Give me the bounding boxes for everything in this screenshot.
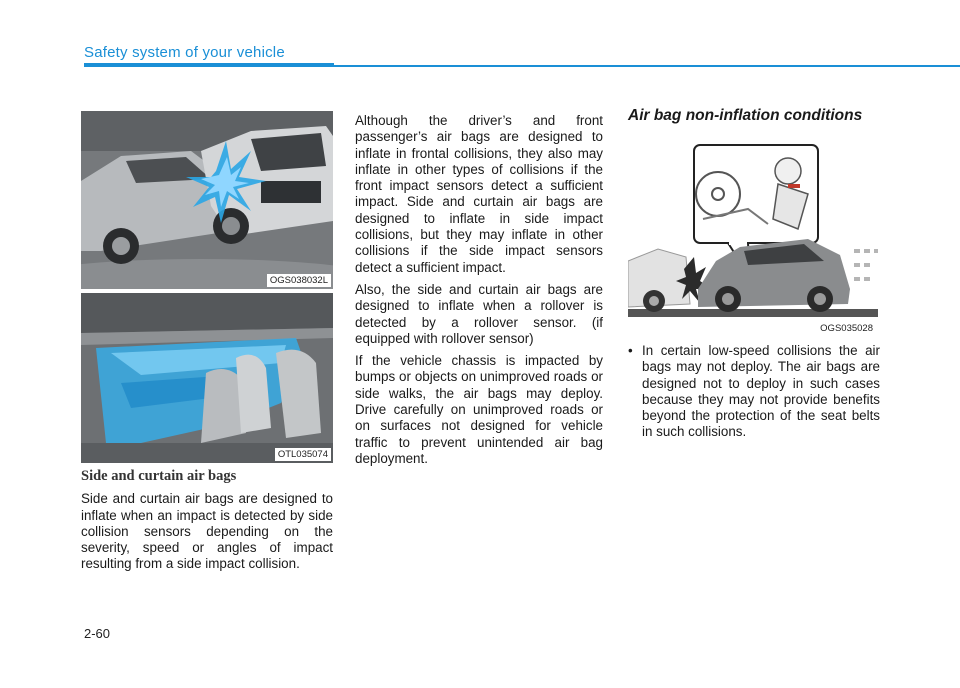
section-heading: Side and curtain air bags [81,468,237,484]
figure-code: OGS038032L [267,274,331,287]
bullet-icon: • [628,343,633,358]
figure-non-inflation [628,139,878,337]
curtain-airbag-illustration-icon [81,293,333,463]
figure-code: OTL035074 [275,448,331,461]
rear-collision-illustration-icon [628,139,878,337]
page-number: 2-60 [84,626,111,641]
subsection-heading: Air bag non-inflation conditions [628,107,863,124]
section-title: Safety system of your vehicle [84,44,285,61]
figure-code: OGS035028 [817,322,876,335]
middle-column [355,113,603,473]
paragraph: If the vehicle chassis is impacted by bumps or objects on unimproved roads or side walks, the air bags may deploy. Drive carefully on unimproved roads or on surfaces not designed for vehicle traffic to prevent unintended air bag deployment. [355,353,603,466]
header-rule [84,65,960,67]
paragraph: Also, the side and curtain air bags are designed to inflate when a rollover is detected by a rollover sensor. (if equipped with rollover sensor) [355,281,603,346]
left-column [81,468,333,579]
paragraph: Although the driver’s and front passenger’s air bags are designed to inflate in frontal collisions, they also may inflate in other types of collisions if the front impact sensors detect a sufficient impact. Side and curtain air bags are designed to inflate in side impact collisions, but they may inflate in other collisions if the side impact sensors detect a sufficient impact. [355,113,603,275]
paragraph: Side and curtain air bags are designed to inflate when an impact is detected by side collision sensors depending on the severity, speed or angles of impact resulting from a side impact collision. [81,491,333,572]
list-item [628,343,880,441]
side-collision-illustration-icon [81,111,333,289]
figure-curtain-airbag [81,293,333,463]
right-column [628,343,880,447]
figure-side-impact [81,111,333,289]
paragraph: In certain low-speed collisions the air bags may not deploy. The air bags are designed not to deploy in such cases because they may not provide benefits beyond the protection of the seat belts in such collisions. [642,343,880,440]
